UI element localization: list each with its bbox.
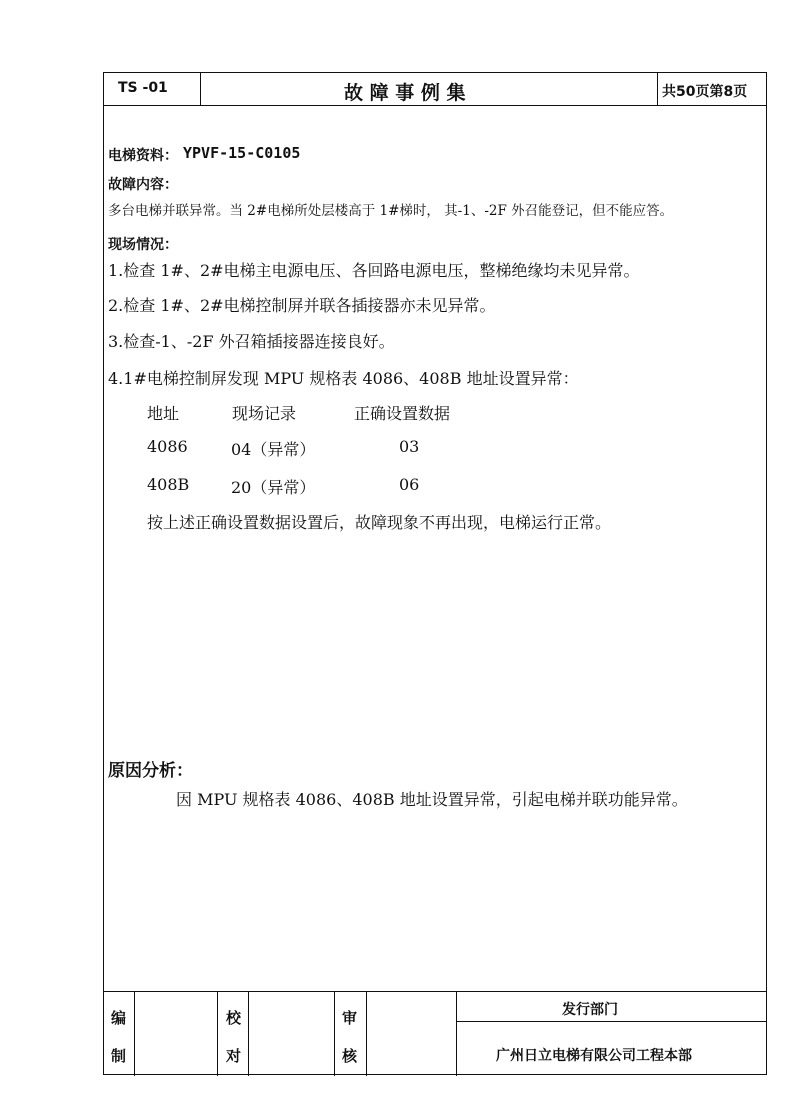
site-heading: 现场情况：	[108, 237, 178, 253]
footer-divider	[104, 991, 766, 992]
doc-code: TS -01	[118, 80, 168, 96]
elevator-label: 电梯资料：	[108, 148, 178, 164]
header-col-divider-2	[657, 73, 658, 105]
fault-heading: 故障内容：	[108, 177, 178, 193]
site-item: 2.检查 1#、2#电梯控制屏并联各插接器亦未见异常。	[108, 296, 496, 315]
table-cell-site-record: 20（异常）	[231, 478, 316, 497]
header-col-divider-1	[200, 73, 201, 105]
issuing-dept-label: 发行部门	[562, 1002, 618, 1018]
footer-edit-char-1: 编	[111, 1009, 127, 1027]
footer-review-char-1: 审	[342, 1009, 358, 1027]
elevator-model: YPVF-15-C0105	[183, 144, 301, 162]
cause-heading: 原因分析：	[108, 761, 193, 781]
fault-text: 多台电梯并联异常。当 2#电梯所处层楼高于 1#梯时， 其-1、-2F 外召能登记，但不能应答。	[108, 203, 674, 219]
table-cell-address: 4086	[147, 437, 188, 456]
site-item: 1.检查 1#、2#电梯主电源电压、各回路电源电压，整梯绝缘均未见异常。	[108, 261, 640, 280]
page-info: 共50页第8页	[662, 84, 748, 100]
footer-col-2	[217, 991, 218, 1076]
table-header-correct-data: 正确设置数据	[354, 404, 451, 423]
document-frame	[103, 72, 767, 1075]
header-divider	[104, 105, 766, 106]
table-cell-correct-data: 06	[399, 475, 420, 494]
table-header-site-record: 现场记录	[232, 404, 297, 423]
site-item: 3.检查-1、-2F 外召箱插接器连接良好。	[108, 332, 395, 351]
footer-review-char-2: 核	[342, 1047, 358, 1065]
footer-dept-divider	[456, 1021, 766, 1022]
page-title: 故 障 事 例 集	[344, 82, 466, 104]
footer-col-3	[248, 991, 249, 1076]
table-cell-address: 408B	[147, 475, 190, 494]
table-header-address: 地址	[147, 404, 180, 423]
footer-col-6	[456, 991, 457, 1076]
site-item: 4.1#电梯控制屏发现 MPU 规格表 4086、408B 地址设置异常：	[108, 369, 579, 388]
footer-check-char-1: 校	[226, 1009, 242, 1027]
table-cell-site-record: 04（异常）	[231, 440, 316, 459]
footer-col-5	[366, 991, 367, 1076]
footer-col-4	[334, 991, 335, 1076]
issuing-dept-name: 广州日立电梯有限公司工程本部	[496, 1048, 692, 1064]
cause-text: 因 MPU 规格表 4086、408B 地址设置异常，引起电梯并联功能异常。	[176, 790, 688, 809]
footer-edit-char-2: 制	[111, 1047, 127, 1065]
footer-check-char-2: 对	[226, 1047, 242, 1065]
resolution-text: 按上述正确设置数据设置后，故障现象不再出现，电梯运行正常。	[147, 513, 612, 532]
footer-col-1	[134, 991, 135, 1076]
table-cell-correct-data: 03	[399, 437, 420, 456]
